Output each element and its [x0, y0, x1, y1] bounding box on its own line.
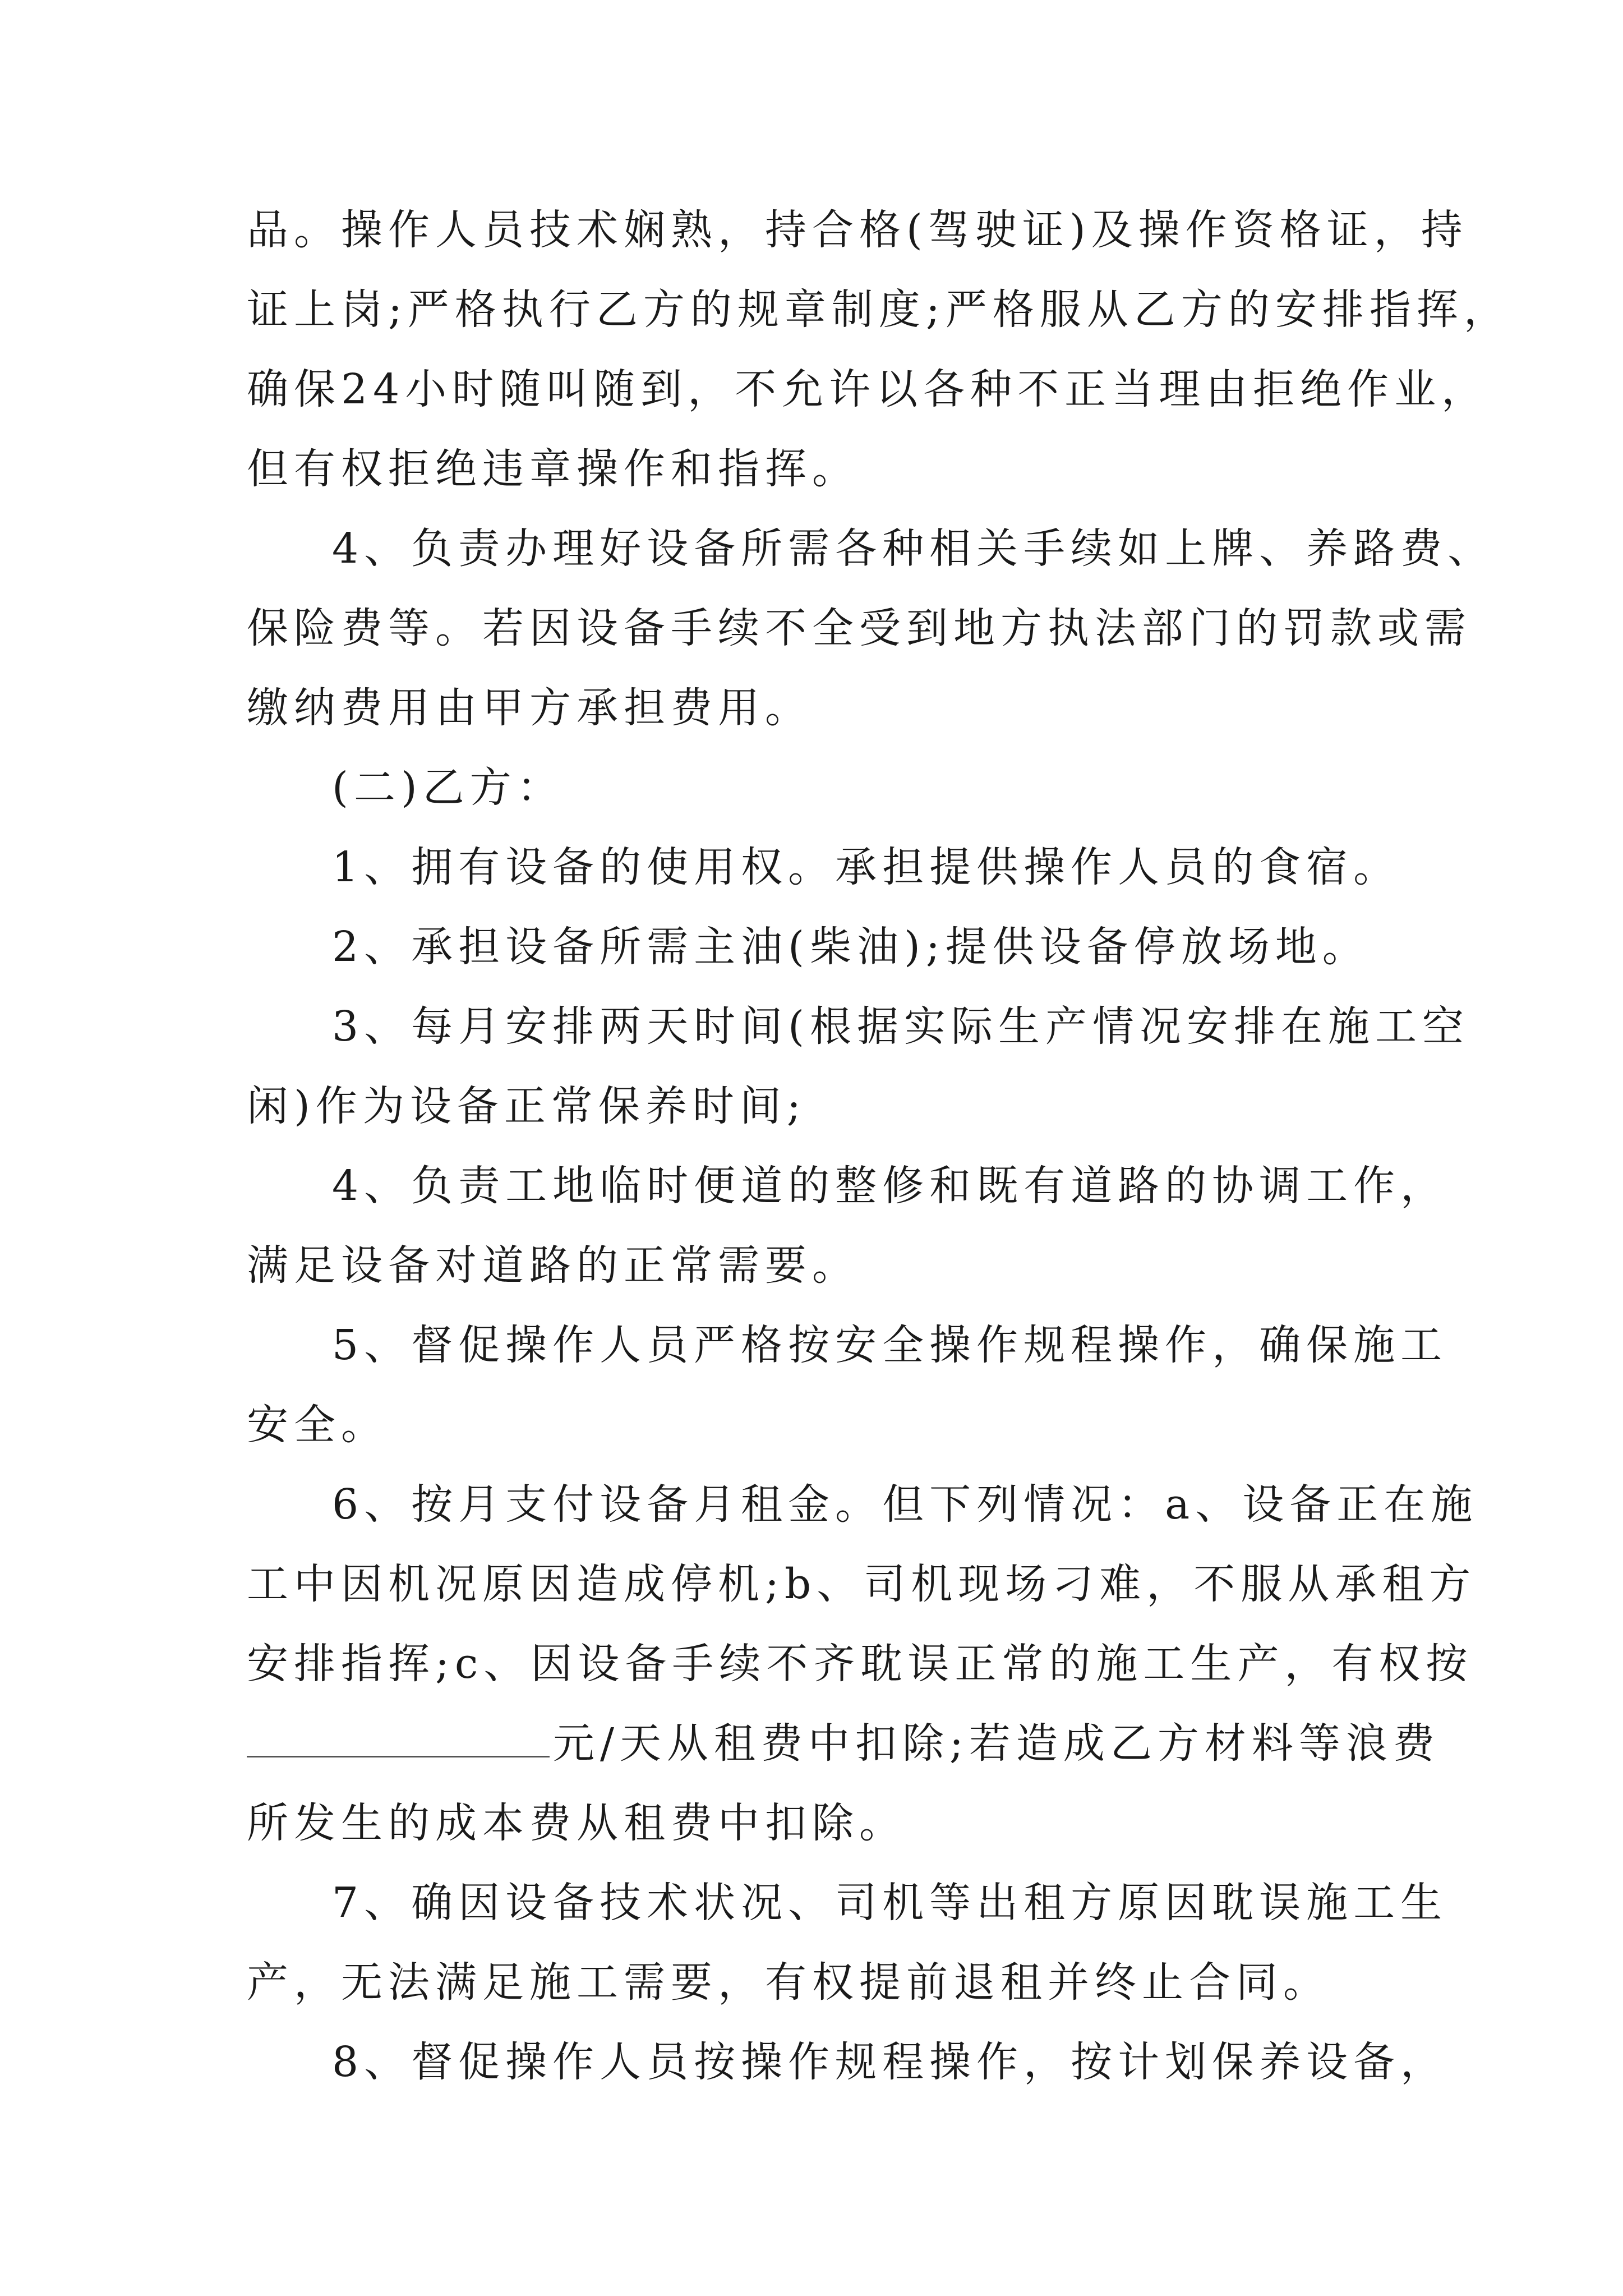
- line-spacing: [247, 892, 1424, 922]
- line-text: 安全。: [247, 1401, 388, 1449]
- text-line: [247, 1001, 1469, 1052]
- text-line: [247, 1957, 1424, 2008]
- line-spacing: [247, 733, 1424, 762]
- line-spacing: [247, 1052, 1424, 1081]
- line-text: 安排指挥;c、因设备手续不齐耽误正常的施工生产，有权按: [247, 1640, 1473, 1688]
- text-line: [247, 1798, 1424, 1848]
- line-text: 7、确因设备技术状况、司机等出租方原因耽误施工生: [332, 1879, 1448, 1927]
- line-spacing: [247, 1450, 1424, 1479]
- line-text: 确保24小时随叫随到，不允许以各种不正当理由拒绝作业，: [247, 365, 1489, 413]
- line-spacing: [247, 972, 1424, 1001]
- text-line: [247, 842, 1424, 892]
- text-line: [247, 1161, 1448, 1211]
- line-spacing: [247, 494, 1424, 523]
- line-text: 但有权拒绝违章操作和指挥。: [247, 445, 859, 493]
- document-body: [247, 205, 1511, 2087]
- line-spacing: [247, 1211, 1424, 1240]
- line-text: 4、负责办理好设备所需各种相关手续如上牌、养路费、: [332, 524, 1495, 573]
- line-text: 产，无法满足施工需要，有权提前退租并终止合同。: [247, 1958, 1330, 2007]
- line-text: 1、拥有设备的使用权。承担提供操作人员的食宿。: [332, 843, 1401, 891]
- line-spacing: [247, 1848, 1424, 1878]
- line-spacing: [247, 1689, 1424, 1718]
- line-spacing: [247, 574, 1424, 603]
- line-spacing: [247, 335, 1424, 364]
- line-spacing: [247, 415, 1424, 444]
- line-text: (二)乙方：: [332, 763, 564, 812]
- line-text: 6、按月支付设备月租金。但下列情况：a、设备正在施: [332, 1480, 1478, 1529]
- line-text: 保险费等。若因设备手续不全受到地方执法部门的罚款或需: [247, 604, 1472, 652]
- text-line: [247, 1718, 1440, 1769]
- text-line: [247, 922, 1424, 972]
- text-line: [247, 1320, 1448, 1370]
- text-line: [247, 603, 1472, 654]
- line-spacing: [247, 1370, 1424, 1400]
- text-line: [247, 1400, 1424, 1450]
- line-spacing: [247, 813, 1424, 842]
- line-text: 工中因机况原因造成停机;b、司机现场刁难，不服从承租方: [247, 1560, 1477, 1608]
- line-text: 4、负责工地临时便道的整修和既有道路的协调工作，: [332, 1162, 1448, 1210]
- line-spacing: [247, 1769, 1424, 1798]
- line-text: 品。操作人员技术娴熟，持合格(驾驶证)及操作资格证，持: [247, 206, 1468, 254]
- line-text: 所发生的成本费从租费中扣除。: [247, 1799, 906, 1847]
- text-line: [247, 284, 1511, 335]
- line-text: 证上岗;严格执行乙方的规章制度;严格服从乙方的安排指挥，: [247, 286, 1511, 334]
- line-spacing: [247, 1928, 1424, 1957]
- text-line: [247, 762, 1424, 813]
- text-line: [247, 523, 1495, 574]
- line-spacing: [247, 654, 1424, 683]
- line-spacing: [247, 1609, 1424, 1639]
- line-spacing: [247, 1131, 1424, 1161]
- text-line: [247, 444, 1424, 494]
- line-text: 5、督促操作人员严格按安全操作规程操作，确保施工: [332, 1321, 1448, 1369]
- line-text: 8、督促操作人员按操作规程操作，按计划保养设备，: [332, 2038, 1448, 2086]
- line-spacing: [247, 1291, 1424, 1320]
- text-line: [247, 1639, 1473, 1689]
- line-text: 2、承担设备所需主油(柴油);提供设备停放场地。: [332, 923, 1370, 971]
- fill-in-blank: [247, 1722, 550, 1757]
- line-text: 闲)作为设备正常保养时间;: [247, 1082, 806, 1130]
- text-line: [247, 1479, 1478, 1530]
- text-line: [247, 1081, 1424, 1131]
- text-line: [247, 205, 1468, 255]
- line-spacing: [247, 1530, 1424, 1559]
- line-text: 3、每月安排两天时间(根据实际生产情况安排在施工空: [332, 1002, 1469, 1051]
- line-text: 元/天从租费中扣除;若造成乙方材料等浪费: [553, 1719, 1440, 1768]
- text-line: [247, 683, 1424, 733]
- text-line: [247, 1240, 1424, 1291]
- line-spacing: [247, 255, 1424, 284]
- text-line: [247, 2037, 1448, 2087]
- text-line: [247, 1878, 1448, 1928]
- text-line: [247, 364, 1489, 415]
- line-text: 满足设备对道路的正常需要。: [247, 1241, 859, 1290]
- text-line: [247, 1559, 1477, 1609]
- line-spacing: [247, 2008, 1424, 2037]
- line-text: 缴纳费用由甲方承担费用。: [247, 684, 812, 732]
